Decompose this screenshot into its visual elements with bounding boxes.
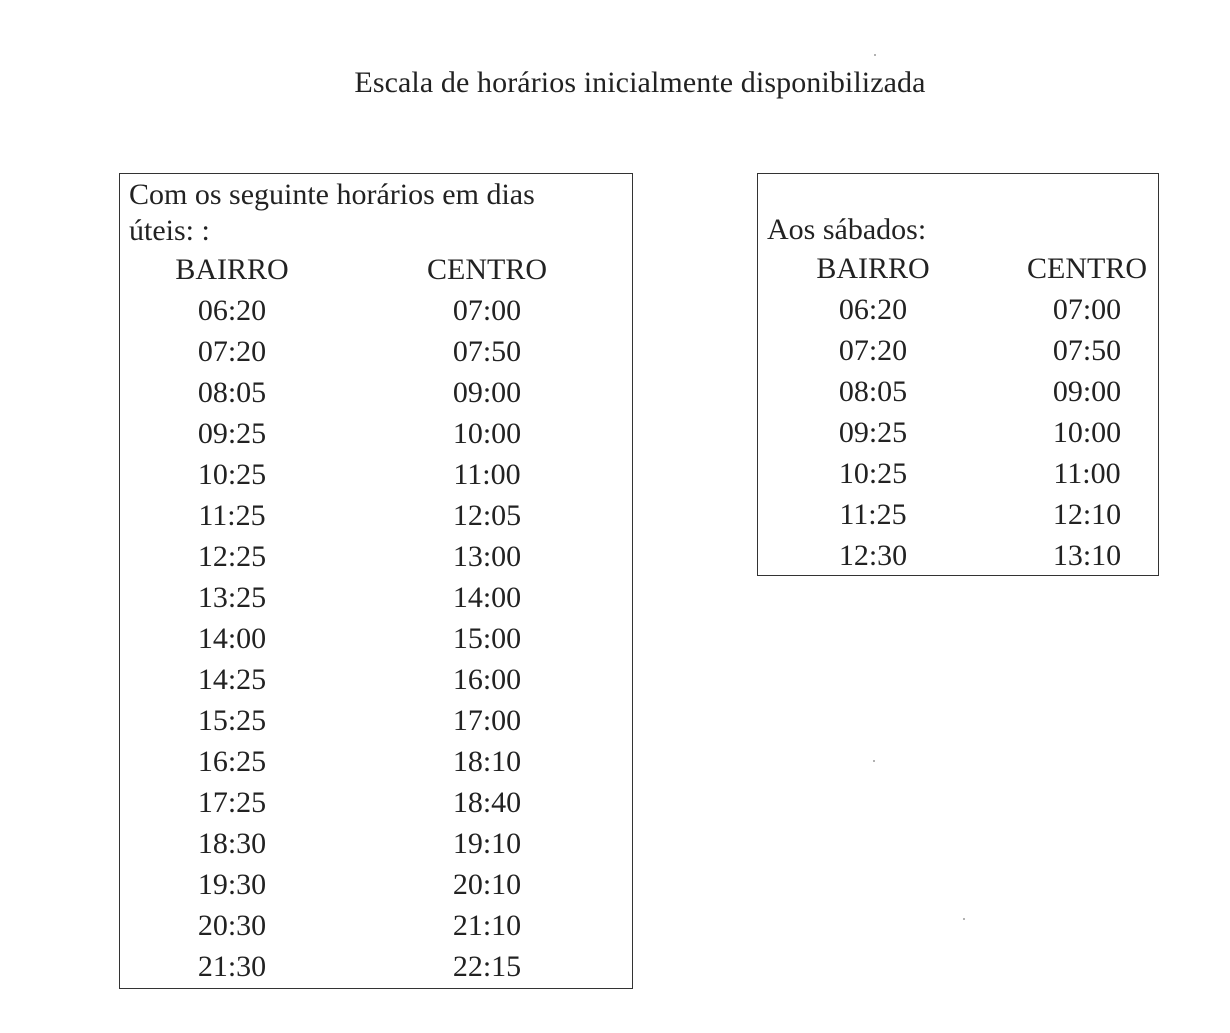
weekday-bairro-time: 12:25: [197, 540, 267, 573]
saturday-schedule-box: [757, 173, 1159, 576]
weekday-bairro-time: 20:30: [197, 909, 267, 942]
weekday-centro-time: 15:00: [452, 622, 522, 655]
saturday-bairro-time: 10:25: [838, 457, 908, 490]
weekday-centro-time: 16:00: [452, 663, 522, 696]
weekday-centro-time: 20:10: [452, 868, 522, 901]
saturday-centro-time: 07:50: [1052, 334, 1122, 367]
weekday-centro-time: 12:05: [452, 499, 522, 532]
weekday-bairro-time: 13:25: [197, 581, 267, 614]
saturday-centro-time: 12:10: [1052, 498, 1122, 531]
saturday-centro-column: [987, 248, 1187, 576]
weekday-centro-time: 18:40: [452, 786, 522, 819]
weekday-centro-time: 07:50: [452, 335, 522, 368]
saturday-bairro-time: 06:20: [838, 293, 908, 326]
saturday-caption: Aos sábados:: [767, 213, 927, 246]
saturday-bairro-header: BAIRRO: [816, 252, 930, 285]
weekday-centro-time: 11:00: [453, 458, 521, 491]
weekday-centro-header: CENTRO: [427, 253, 547, 286]
weekday-centro-time: 14:00: [452, 581, 522, 614]
saturday-centro-time: 13:10: [1052, 539, 1122, 572]
weekday-bairro-time: 07:20: [197, 335, 267, 368]
weekday-schedule-box: [119, 173, 633, 989]
saturday-bairro-time: 12:30: [838, 539, 908, 572]
weekday-centro-time: 18:10: [452, 745, 522, 778]
weekday-bairro-time: 09:25: [197, 417, 267, 450]
weekday-bairro-time: 08:05: [197, 376, 267, 409]
saturday-bairro-time: 11:25: [839, 498, 907, 531]
weekday-centro-time: 09:00: [452, 376, 522, 409]
saturday-bairro-column: [773, 248, 973, 576]
weekday-bairro-time: 17:25: [197, 786, 267, 819]
weekday-centro-time: 17:00: [452, 704, 522, 737]
weekday-bairro-time: 14:25: [197, 663, 267, 696]
page-title: Escala de horários inicialmente disponibilizada: [354, 66, 926, 99]
weekday-bairro-time: 16:25: [197, 745, 267, 778]
saturday-centro-header: CENTRO: [1027, 252, 1147, 285]
saturday-bairro-time: 08:05: [838, 375, 908, 408]
weekday-bairro-time: 15:25: [197, 704, 267, 737]
scan-speck: [963, 918, 965, 920]
saturday-bairro-time: 07:20: [838, 334, 908, 367]
weekday-caption-line-2: úteis: :: [129, 214, 210, 247]
scan-speck: [873, 760, 875, 762]
weekday-centro-time: 19:10: [452, 827, 522, 860]
saturday-centro-time: 09:00: [1052, 375, 1122, 408]
saturday-centro-time: 07:00: [1052, 293, 1122, 326]
weekday-bairro-time: 10:25: [197, 458, 267, 491]
weekday-bairro-time: 18:30: [197, 827, 267, 860]
weekday-centro-time: 10:00: [452, 417, 522, 450]
weekday-bairro-header: BAIRRO: [175, 253, 289, 286]
weekday-bairro-time: 21:30: [197, 950, 267, 983]
weekday-bairro-time: 06:20: [197, 294, 267, 327]
weekday-centro-time: 21:10: [452, 909, 522, 942]
weekday-centro-time: 07:00: [452, 294, 522, 327]
saturday-centro-time: 11:00: [1053, 457, 1121, 490]
scan-speck: [874, 54, 876, 56]
weekday-bairro-time: 14:00: [197, 622, 267, 655]
weekday-centro-column: [387, 249, 587, 987]
weekday-bairro-time: 19:30: [197, 868, 267, 901]
weekday-centro-time: 13:00: [452, 540, 522, 573]
weekday-centro-time: 22:15: [452, 950, 522, 983]
weekday-bairro-time: 11:25: [198, 499, 266, 532]
weekday-caption-line-1: Com os seguinte horários em dias: [129, 178, 535, 211]
saturday-centro-time: 10:00: [1052, 416, 1122, 449]
weekday-bairro-column: [132, 249, 332, 987]
saturday-bairro-time: 09:25: [838, 416, 908, 449]
